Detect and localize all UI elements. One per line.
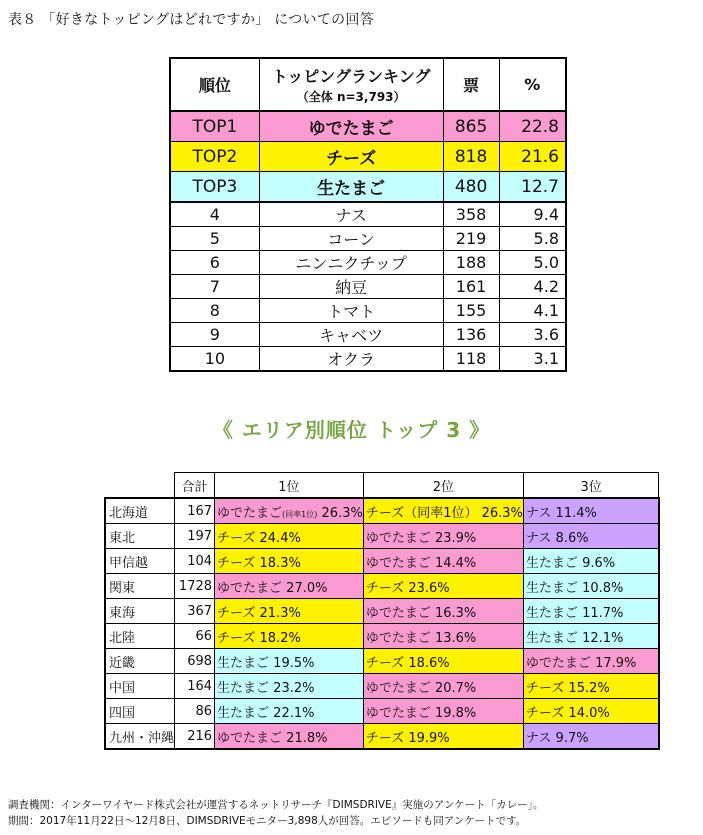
topping-name: ゆでたまご — [525, 655, 591, 671]
area-third-cell — [523, 498, 659, 524]
region-cell: 東海 — [105, 599, 175, 624]
region-total-cell: 86 — [175, 699, 215, 724]
topping-percent: 24.4% — [259, 530, 301, 546]
votes-cell: 865 — [443, 111, 499, 142]
tie-note: (同率1位) — [282, 509, 318, 519]
topping-percent: 27.0% — [286, 580, 328, 596]
topping-name: チーズ — [217, 555, 256, 571]
topping-header-sample: （全体 n=3,793） — [296, 90, 406, 104]
topping-percent: 22.1% — [273, 705, 315, 721]
topping-name: ナス — [525, 730, 552, 746]
ranking-row — [170, 299, 566, 323]
region-total-cell: 216 — [175, 724, 215, 750]
topping-cell: キャベツ — [259, 323, 443, 347]
topping-percent: 26.3% — [321, 505, 363, 521]
area-row — [105, 724, 659, 750]
area-row — [105, 649, 659, 674]
percent-cell: 21.6 — [499, 142, 566, 172]
votes-header: 票 — [443, 58, 499, 111]
area-body — [105, 498, 659, 749]
rank-cell: 6 — [170, 251, 259, 275]
topping-name: ゆでたまご — [365, 530, 431, 546]
area-first-cell — [215, 699, 364, 724]
area-row — [105, 699, 659, 724]
rank-cell: 10 — [170, 347, 259, 372]
ranking-row — [170, 347, 566, 372]
topping-name: 生たまご — [525, 555, 578, 571]
topping-percent: 11.7% — [582, 605, 624, 621]
topping-cell: 生たまご — [259, 172, 443, 203]
area-first-cell — [215, 574, 364, 599]
ranking-row — [170, 111, 566, 142]
area-third-cell — [523, 574, 659, 599]
area-first-cell — [215, 599, 364, 624]
area-row — [105, 524, 659, 549]
ranking-row — [170, 251, 566, 275]
topping-name: チーズ — [217, 630, 256, 646]
area-row — [105, 624, 659, 649]
topping-percent: 9.6% — [582, 555, 616, 571]
area-ranking-table — [104, 472, 660, 750]
topping-percent: 21.8% — [286, 730, 328, 746]
area-second-cell — [363, 549, 523, 574]
topping-name: チーズ — [525, 705, 565, 721]
topping-name: ゆでたまご — [365, 705, 431, 721]
area-row — [105, 498, 659, 524]
area-third-cell — [523, 674, 659, 699]
votes-cell: 188 — [443, 251, 499, 275]
area-first-cell — [215, 724, 364, 750]
area-second-cell — [363, 599, 523, 624]
topping-percent: 8.6% — [555, 530, 589, 546]
rank-cell: 8 — [170, 299, 259, 323]
percent-cell: 5.0 — [499, 251, 566, 275]
ranking-row — [170, 202, 566, 227]
topping-percent: 23.9% — [434, 530, 477, 546]
area-second-cell — [363, 674, 523, 699]
area-third-cell — [523, 699, 659, 724]
region-total-cell: 66 — [175, 624, 215, 649]
topping-percent: 11.4% — [555, 505, 597, 521]
area-third-header: 3位 — [523, 473, 659, 499]
topping-percent: 10.8% — [582, 580, 624, 596]
topping-name: 生たまご — [525, 630, 578, 646]
percent-cell: 4.2 — [499, 275, 566, 299]
percent-cell: 22.8 — [499, 111, 566, 142]
topping-name: チーズ — [365, 505, 405, 521]
region-cell: 甲信越 — [105, 549, 175, 574]
topping-percent: 19.5% — [273, 655, 315, 671]
topping-name: チーズ — [525, 680, 565, 696]
rank-cell: TOP2 — [170, 142, 259, 172]
region-cell: 関東 — [105, 574, 175, 599]
region-total-cell: 104 — [175, 549, 215, 574]
topping-name: 生たまご — [217, 680, 270, 696]
region-cell: 四国 — [105, 699, 175, 724]
area-second-cell — [363, 699, 523, 724]
topping-percent: 23.6% — [408, 580, 450, 596]
ranking-row — [170, 172, 566, 203]
rank-header: 順位 — [170, 58, 259, 111]
topping-name: ゆでたまご — [217, 505, 283, 521]
topping-percent: 14.0% — [568, 705, 610, 721]
footnote — [8, 797, 543, 829]
area-first-cell — [215, 624, 364, 649]
table-caption: 表８ 「好きなトッピングはどれですか」 についての回答 — [8, 12, 375, 28]
ranking-row — [170, 323, 566, 347]
area-second-cell — [363, 574, 523, 599]
area-third-cell — [523, 649, 659, 674]
area-third-cell — [523, 724, 659, 750]
percent-cell: 3.6 — [499, 323, 566, 347]
region-total-cell: 197 — [175, 524, 215, 549]
area-header-row — [105, 473, 659, 499]
area-first-cell — [215, 524, 364, 549]
area-total-header: 合計 — [175, 473, 215, 499]
topping-name: 生たまご — [525, 605, 578, 621]
topping-percent: 13.6% — [434, 630, 477, 646]
region-cell: 近畿 — [105, 649, 175, 674]
votes-cell: 480 — [443, 172, 499, 203]
topping-percent: 18.2% — [259, 630, 301, 646]
region-cell: 東北 — [105, 524, 175, 549]
votes-cell: 155 — [443, 299, 499, 323]
footnote-source: 調査機関：インターワイヤード株式会社が運営するネットリサーチ『DIMSDRIVE』実施のアンケート「カレー」。 — [8, 799, 544, 811]
topping-name: 生たまご — [217, 655, 270, 671]
topping-percent: 19.9% — [408, 730, 450, 746]
topping-percent: 20.7% — [434, 680, 477, 696]
topping-name: チーズ — [217, 605, 256, 621]
ranking-row — [170, 227, 566, 251]
ranking-row — [170, 142, 566, 172]
area-second-cell — [363, 524, 523, 549]
topping-cell: オクラ — [259, 347, 443, 372]
area-header-blank — [105, 473, 175, 499]
topping-percent: 21.3% — [259, 605, 301, 621]
topping-percent: 23.2% — [273, 680, 315, 696]
topping-name: ナス — [525, 530, 552, 546]
topping-name: ゆでたまご — [365, 680, 431, 696]
area-row — [105, 599, 659, 624]
area-third-cell — [523, 549, 659, 574]
area-second-cell — [363, 649, 523, 674]
topping-name: 生たまご — [525, 580, 578, 596]
tie-note: （同率1位） — [404, 505, 478, 521]
area-second-cell — [363, 724, 523, 750]
area-second-cell — [363, 624, 523, 649]
percent-cell: 3.1 — [499, 347, 566, 372]
topping-percent: 16.3% — [434, 605, 477, 621]
area-third-cell — [523, 524, 659, 549]
topping-percent: 19.8% — [434, 705, 477, 721]
rank-cell: TOP1 — [170, 111, 259, 142]
area-first-header: 1位 — [215, 473, 364, 499]
topping-name: ナス — [525, 505, 552, 521]
topping-name: チーズ — [365, 580, 405, 596]
area-second-header: 2位 — [363, 473, 523, 499]
region-total-cell: 367 — [175, 599, 215, 624]
area-third-cell — [523, 599, 659, 624]
topping-percent: 14.4% — [434, 555, 477, 571]
votes-cell: 818 — [443, 142, 499, 172]
topping-name: チーズ — [365, 730, 405, 746]
region-cell: 九州・沖縄 — [105, 724, 175, 750]
topping-percent: 12.1% — [582, 630, 624, 646]
topping-cell: トマト — [259, 299, 443, 323]
topping-name: ゆでたまご — [365, 630, 431, 646]
footnote-period: 期間：2017年11月22日～12月8日、DIMSDRIVEモニター3,898人が回答。エピソードも同アンケートです。 — [8, 815, 527, 827]
ranking-body — [170, 111, 566, 371]
topping-percent: 18.3% — [259, 555, 301, 571]
area-first-cell — [215, 649, 364, 674]
percent-cell: 9.4 — [499, 202, 566, 227]
topping-name: チーズ — [217, 530, 256, 546]
votes-cell: 161 — [443, 275, 499, 299]
percent-cell: 4.1 — [499, 299, 566, 323]
ranking-header-row — [170, 58, 566, 111]
area-row — [105, 674, 659, 699]
votes-cell: 118 — [443, 347, 499, 372]
percent-cell: 5.8 — [499, 227, 566, 251]
area-ranking-title: 《 エリア別順位 トップ 3 》 — [212, 418, 491, 442]
topping-cell: ナス — [259, 202, 443, 227]
topping-percent: 17.9% — [595, 655, 637, 671]
ranking-row — [170, 275, 566, 299]
topping-cell: 納豆 — [259, 275, 443, 299]
votes-cell: 219 — [443, 227, 499, 251]
percent-cell: 12.7 — [499, 172, 566, 203]
topping-name: ゆでたまご — [217, 730, 283, 746]
region-total-cell: 698 — [175, 649, 215, 674]
topping-name: 生たまご — [217, 705, 270, 721]
region-cell: 北海道 — [105, 498, 175, 524]
rank-cell: 9 — [170, 323, 259, 347]
topping-percent: 9.7% — [555, 730, 589, 746]
topping-name: チーズ — [365, 655, 405, 671]
topping-ranking-table — [169, 57, 567, 372]
rank-cell: TOP3 — [170, 172, 259, 203]
region-cell: 北陸 — [105, 624, 175, 649]
topping-name: ゆでたまご — [365, 555, 431, 571]
topping-percent: 15.2% — [568, 680, 610, 696]
topping-cell: ニンニクチップ — [259, 251, 443, 275]
topping-name: ゆでたまご — [217, 580, 283, 596]
region-total-cell: 167 — [175, 498, 215, 524]
area-first-cell — [215, 549, 364, 574]
topping-percent: 26.3% — [481, 505, 523, 521]
topping-header-label: トッピングランキング — [271, 67, 431, 86]
topping-cell: コーン — [259, 227, 443, 251]
area-first-cell — [215, 674, 364, 699]
rank-cell: 5 — [170, 227, 259, 251]
topping-cell: ゆでたまご — [259, 111, 443, 142]
area-first-cell — [215, 498, 364, 524]
rank-cell: 4 — [170, 202, 259, 227]
rank-cell: 7 — [170, 275, 259, 299]
area-third-cell — [523, 624, 659, 649]
percent-header: % — [499, 58, 566, 111]
topping-header — [259, 58, 443, 111]
votes-cell: 358 — [443, 202, 499, 227]
area-row — [105, 574, 659, 599]
region-total-cell: 164 — [175, 674, 215, 699]
region-total-cell: 1728 — [175, 574, 215, 599]
region-cell: 中国 — [105, 674, 175, 699]
topping-cell: チーズ — [259, 142, 443, 172]
votes-cell: 136 — [443, 323, 499, 347]
topping-percent: 18.6% — [408, 655, 450, 671]
topping-name: ゆでたまご — [365, 605, 431, 621]
area-second-cell — [363, 498, 523, 524]
area-row — [105, 549, 659, 574]
